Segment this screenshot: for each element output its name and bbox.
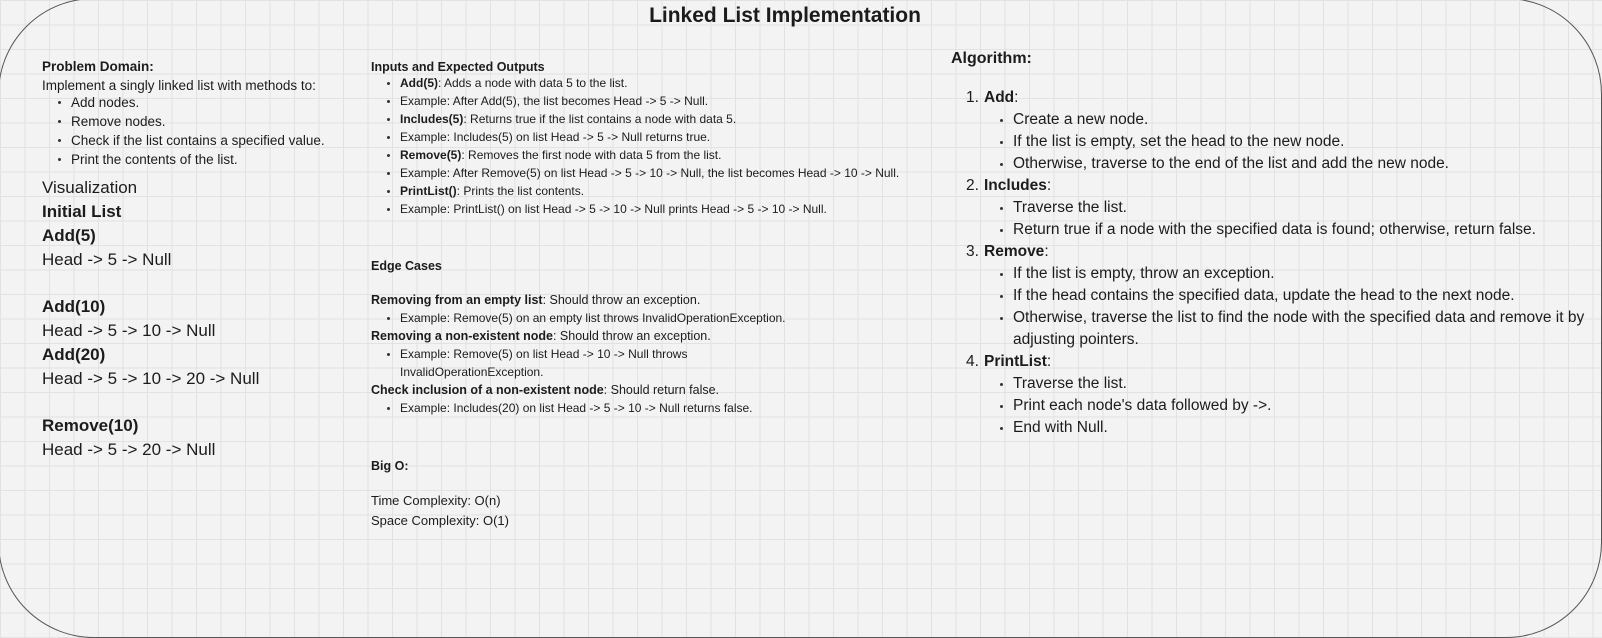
vis-op: Remove(10) — [42, 416, 139, 435]
edge-case-title: Check inclusion of a non-existent node: Should return false. — [371, 383, 720, 397]
algorithm-step: 4. PrintList: Traverse the list. Print each node's data followed by ->. End with Null. — [984, 351, 1602, 439]
list-item: Example: Remove(5) on an empty list throws InvalidOperationException. — [400, 309, 941, 327]
edge-case-title: Removing from an empty list: Should throw an exception. — [371, 293, 701, 307]
edge-case-title: Removing a non-existent node: Should throw an exception. — [371, 329, 711, 343]
inputs-outputs-list — [371, 74, 941, 218]
algorithm-step: 2. Includes: Traverse the list. Return true if a node with the specified data is found; otherwise, return false. — [984, 175, 1602, 241]
algorithm-heading: Algorithm: — [951, 50, 1032, 67]
list-item: Create a new node. — [1013, 109, 1602, 131]
left-column — [42, 59, 352, 462]
list-item: Example: Remove(5) on list Head -> 10 -> Null throws InvalidOperationException. — [400, 345, 730, 381]
algorithm-step: 1. Add: Create a new node. If the list is empty, set the head to the new node. Otherwise, traverse to the end of the list and add the new node. — [984, 87, 1602, 175]
list-item: Example: After Remove(5) on list Head -> 5 -> 10 -> Null, the list becomes Head -> 10 -> Null. — [400, 164, 941, 182]
algorithm-step: 3. Remove: If the list is empty, throw an exception. If the head contains the specified data, update the head to the next node. Otherwise, traverse the list to find the node with the specified data and remove it by adjusting pointers. — [984, 241, 1602, 351]
vis-op: Add(20) — [42, 345, 106, 364]
edge-cases-heading: Edge Cases — [371, 259, 442, 273]
list-item: Includes(5): Returns true if the list contains a node with data 5. — [400, 110, 941, 128]
list-item: If the head contains the specified data, update the head to the next node. — [1013, 285, 1602, 307]
algorithm-steps — [951, 87, 1602, 439]
vis-result: Head -> 5 -> 20 -> Null — [42, 440, 216, 459]
list-item: Print the contents of the list. — [71, 150, 352, 169]
list-item: Example: Includes(5) on list Head -> 5 -> Null returns true. — [400, 128, 941, 146]
middle-column — [371, 60, 941, 531]
list-item: Example: Includes(20) on list Head -> 5 -> 10 -> Null returns false. — [400, 399, 941, 417]
edge-case-examples — [371, 399, 941, 417]
vis-result: Head -> 5 -> Null — [42, 250, 172, 269]
vis-result: Head -> 5 -> 10 -> 20 -> Null — [42, 369, 260, 388]
edge-case-examples — [371, 345, 730, 381]
list-item: Traverse the list. — [1013, 373, 1602, 395]
vis-op: Add(5) — [42, 226, 96, 245]
edge-case-examples — [371, 309, 941, 327]
list-item: Otherwise, traverse to the end of the list and add the new node. — [1013, 153, 1602, 175]
initial-list-label: Initial List — [42, 202, 122, 221]
inputs-outputs-heading: Inputs and Expected Outputs — [371, 60, 545, 74]
problem-domain-list — [42, 93, 352, 169]
list-item: Return true if a node with the specified data is found; otherwise, return false. — [1013, 219, 1602, 241]
list-item: End with Null. — [1013, 417, 1602, 439]
list-item: Otherwise, traverse the list to find the node with the specified data and remove it by adjusting pointers. — [1013, 307, 1602, 351]
vis-op: Add(10) — [42, 297, 106, 316]
space-complexity: Space Complexity: O(1) — [371, 513, 509, 528]
page-title: Linked List Implementation — [649, 4, 921, 27]
list-item: Example: PrintList() on list Head -> 5 -> 10 -> Null prints Head -> 5 -> 10 -> Null. — [400, 200, 941, 218]
list-item: If the list is empty, throw an exception. — [1013, 263, 1602, 285]
problem-domain-heading: Problem Domain: — [42, 59, 154, 74]
big-o-heading: Big O: — [371, 459, 409, 473]
time-complexity: Time Complexity: O(n) — [371, 493, 501, 508]
list-item: PrintList(): Prints the list contents. — [400, 182, 941, 200]
list-item: Print each node's data followed by ->. — [1013, 395, 1602, 417]
vis-result: Head -> 5 -> 10 -> Null — [42, 321, 216, 340]
list-item: Add nodes. — [71, 93, 352, 112]
list-item: Example: After Add(5), the list becomes Head -> 5 -> Null. — [400, 92, 941, 110]
list-item: Add(5): Adds a node with data 5 to the list. — [400, 74, 941, 92]
list-item: Traverse the list. — [1013, 197, 1602, 219]
list-item: If the list is empty, set the head to the new node. — [1013, 131, 1602, 153]
right-column — [951, 50, 1602, 439]
list-item: Remove(5): Removes the first node with data 5 from the list. — [400, 146, 941, 164]
problem-domain-intro: Implement a singly linked list with methods to: — [42, 78, 316, 93]
list-item: Remove nodes. — [71, 112, 352, 131]
list-item: Check if the list contains a specified value. — [71, 131, 352, 150]
visualization-heading: Visualization — [42, 178, 138, 197]
